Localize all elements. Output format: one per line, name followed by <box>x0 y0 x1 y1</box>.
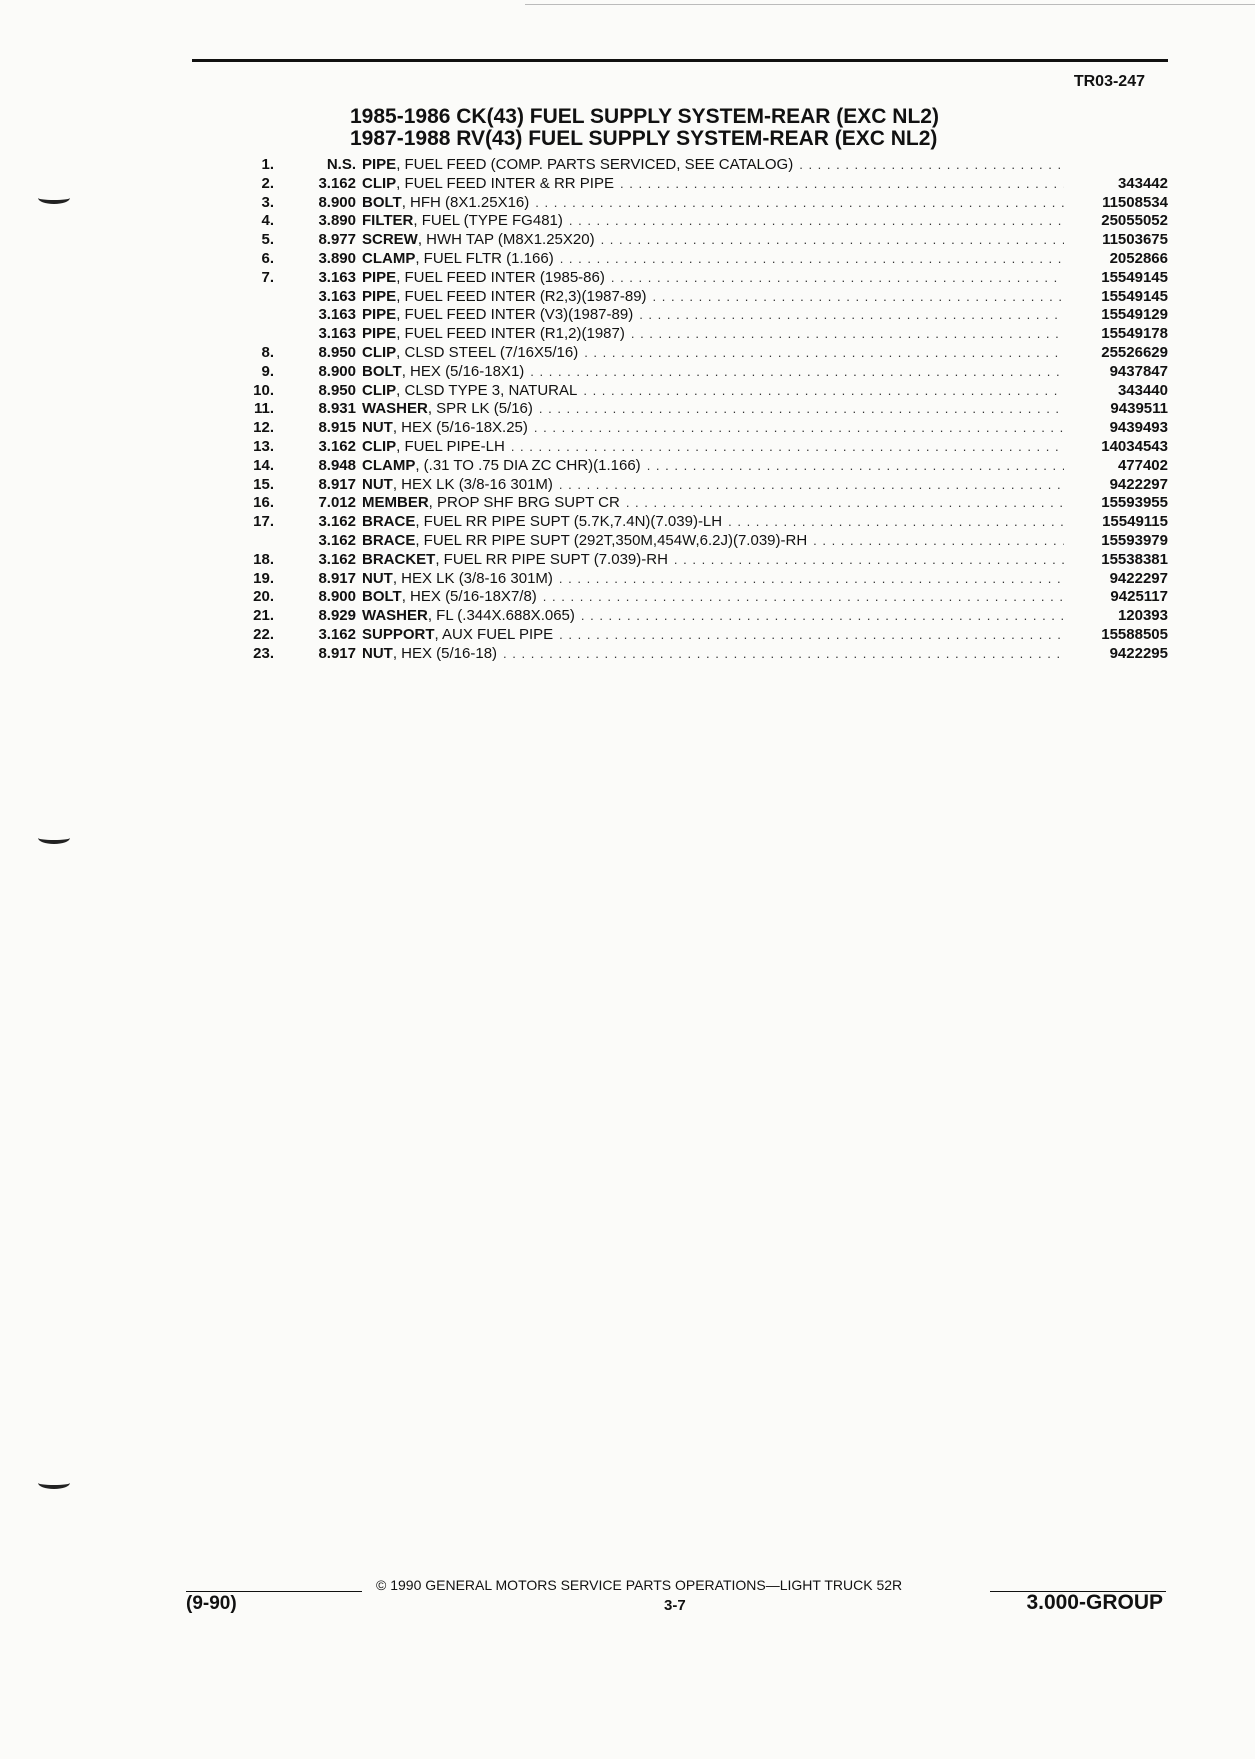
item-detail: , FUEL FEED INTER (R2,3)(1987-89) <box>396 287 647 305</box>
item-code: 8.977 <box>318 231 356 249</box>
punch-hole-mark <box>38 192 70 204</box>
parts-row <box>240 156 1168 175</box>
item-code: 3.890 <box>318 249 356 267</box>
item-detail: , FUEL FEED INTER (1985-86) <box>396 268 605 286</box>
part-number: 15549115 <box>1102 513 1168 531</box>
item-detail: , (.31 TO .75 DIA ZC CHR)(1.166) <box>415 456 641 474</box>
item-detail: , HFH (8X1.25X16) <box>401 193 530 211</box>
item-name: CLIP <box>362 174 397 192</box>
footer-rule-left <box>186 1591 362 1592</box>
item-detail: , FUEL FEED INTER (R1,2)(1987) <box>396 325 625 343</box>
item-name: BOLT <box>362 193 402 211</box>
item-description <box>362 175 1064 194</box>
part-number: 343442 <box>1117 174 1168 192</box>
item-number: 10. <box>253 381 274 399</box>
part-number: 15549129 <box>1101 306 1168 324</box>
item-name: SCREW <box>362 231 418 249</box>
item-name: CLIP <box>362 437 397 455</box>
item-number: 8. <box>261 343 274 361</box>
leader-dots <box>535 194 1064 213</box>
leader-dots <box>813 532 1064 551</box>
parts-row <box>240 532 1168 551</box>
footer-date: (9-90) <box>186 1593 237 1614</box>
item-detail: , CLSD STEEL (7/16X5/16) <box>396 343 579 361</box>
part-number: 477402 <box>1117 456 1168 474</box>
leader-dots <box>653 288 1064 307</box>
parts-row <box>240 645 1168 664</box>
item-number: 12. <box>253 419 274 437</box>
item-detail: , FUEL RR PIPE SUPT (5.7K,7.4N)(7.039)-LH <box>415 513 723 531</box>
item-detail: , FUEL (TYPE FG481) <box>413 212 563 230</box>
parts-row <box>240 588 1168 607</box>
item-number: 16. <box>253 494 274 512</box>
item-detail: , FUEL FEED INTER & RR PIPE <box>396 174 614 192</box>
item-number: 20. <box>253 588 274 606</box>
item-detail: , PROP SHF BRG SUPT CR <box>428 494 620 512</box>
item-detail: , HEX LK (3/8-16 301M) <box>392 475 553 493</box>
header-rule <box>192 59 1168 62</box>
item-number: 4. <box>261 212 274 230</box>
leader-dots <box>620 175 1064 194</box>
item-name: BRACE <box>362 513 416 531</box>
leader-dots <box>647 457 1064 476</box>
parts-row <box>240 250 1168 269</box>
item-detail: , HEX (5/16-18) <box>392 644 498 662</box>
item-code: 3.163 <box>318 325 356 343</box>
parts-row <box>240 476 1168 495</box>
item-number: 11. <box>253 400 274 418</box>
leader-dots <box>674 551 1064 570</box>
item-description <box>362 588 1064 607</box>
item-code: 8.950 <box>318 343 356 361</box>
item-name: CLAMP <box>362 249 416 267</box>
item-name: NUT <box>362 644 393 662</box>
part-number: 9422297 <box>1109 569 1168 587</box>
item-number: 1. <box>261 156 274 173</box>
item-detail: , FUEL FLTR (1.166) <box>415 249 554 267</box>
part-number: 9439493 <box>1109 419 1168 437</box>
parts-row <box>240 363 1168 382</box>
item-name: FILTER <box>362 212 414 230</box>
item-detail: , HEX (5/16-18X7/8) <box>401 588 537 606</box>
parts-row <box>240 325 1168 344</box>
item-detail: , FUEL PIPE-LH <box>396 437 505 455</box>
item-name: BOLT <box>362 362 402 380</box>
leader-dots <box>534 419 1064 438</box>
parts-row <box>240 306 1168 325</box>
item-name: PIPE <box>362 156 397 173</box>
part-number: 9425117 <box>1110 588 1168 606</box>
parts-row <box>240 269 1168 288</box>
item-name: WASHER <box>362 400 428 418</box>
part-number: 15538381 <box>1101 550 1168 568</box>
item-code: 3.163 <box>318 287 356 305</box>
item-detail: , CLSD TYPE 3, NATURAL <box>396 381 578 399</box>
item-description <box>362 645 1064 664</box>
leader-dots <box>539 400 1064 419</box>
item-code: 3.162 <box>318 437 356 455</box>
page-title <box>350 106 1050 150</box>
parts-row <box>240 626 1168 645</box>
leader-dots <box>631 325 1064 344</box>
item-description <box>362 419 1064 438</box>
item-code: 3.890 <box>318 212 356 230</box>
parts-row <box>240 513 1168 532</box>
item-code: 8.917 <box>318 475 356 493</box>
item-description <box>362 494 1064 513</box>
item-detail: , FUEL FEED (COMP. PARTS SERVICED, SEE CATALOG) <box>396 156 794 173</box>
item-name: WASHER <box>362 607 428 625</box>
part-number: 120393 <box>1117 607 1168 625</box>
parts-row <box>240 175 1168 194</box>
item-name: NUT <box>362 569 393 587</box>
part-number: 15549145 <box>1101 287 1168 305</box>
parts-row <box>240 400 1168 419</box>
item-detail: , HEX (5/16-18X1) <box>401 362 525 380</box>
item-detail: , AUX FUEL PIPE <box>434 625 554 643</box>
title-line-2: 1987-1988 RV(43) FUEL SUPPLY SYSTEM-REAR (EXC NL2) <box>350 127 938 150</box>
item-description <box>362 231 1064 250</box>
document-id: TR03-247 <box>1073 73 1145 90</box>
part-number: 9422295 <box>1109 644 1168 662</box>
footer-copyright: © 1990 GENERAL MOTORS SERVICE PARTS OPERATIONS—LIGHT TRUCK 52R <box>376 1577 903 1593</box>
title-line-1: 1985-1986 CK(43) FUEL SUPPLY SYSTEM-REAR (EXC NL2) <box>350 105 939 128</box>
part-number: 15588505 <box>1101 625 1168 643</box>
item-detail: , FUEL RR PIPE SUPT (292T,350M,454W,6.2J)(7.039)-RH <box>415 531 808 549</box>
item-detail: , FUEL RR PIPE SUPT (7.039)-RH <box>435 550 668 568</box>
item-description <box>362 325 1064 344</box>
item-code: 3.162 <box>318 550 356 568</box>
item-number: 13. <box>253 437 274 455</box>
leader-dots <box>626 494 1064 513</box>
item-code: 8.915 <box>318 419 356 437</box>
item-name: PIPE <box>362 287 397 305</box>
parts-row <box>240 194 1168 213</box>
leader-dots <box>559 476 1064 495</box>
item-name: NUT <box>362 475 393 493</box>
item-code: 8.917 <box>318 569 356 587</box>
parts-row <box>240 212 1168 231</box>
item-code: 3.163 <box>318 268 356 286</box>
leader-dots <box>559 570 1064 589</box>
leader-dots <box>530 363 1064 382</box>
punch-hole-mark <box>38 1477 70 1489</box>
item-number: 18. <box>253 550 274 568</box>
item-description <box>362 532 1064 551</box>
group-label: 3.000-GROUP <box>1026 1591 1163 1614</box>
item-detail: , HEX LK (3/8-16 301M) <box>392 569 553 587</box>
item-number: 2. <box>261 174 274 192</box>
part-number: 9437847 <box>1109 362 1168 380</box>
item-detail: , HWH TAP (M8X1.25X20) <box>417 231 595 249</box>
item-code: 8.917 <box>318 644 356 662</box>
leader-dots <box>511 438 1064 457</box>
part-number: 15593979 <box>1101 531 1168 549</box>
parts-row <box>240 288 1168 307</box>
parts-row <box>240 494 1168 513</box>
item-code: 8.948 <box>318 456 356 474</box>
item-description <box>362 288 1064 307</box>
part-number: 15549178 <box>1101 325 1168 343</box>
item-number: 9. <box>261 362 274 380</box>
item-code: 8.900 <box>318 588 356 606</box>
item-number: 21. <box>253 607 274 625</box>
parts-row <box>240 419 1168 438</box>
item-name: BRACKET <box>362 550 436 568</box>
item-name: PIPE <box>362 268 397 286</box>
item-code: 3.162 <box>318 174 356 192</box>
item-number: 3. <box>261 193 274 211</box>
item-number: 5. <box>261 231 274 249</box>
item-detail: , FL (.344X.688X.065) <box>427 607 575 625</box>
part-number: 2052866 <box>1109 249 1168 267</box>
item-code: N.S. <box>326 156 356 173</box>
item-description <box>362 194 1064 213</box>
leader-dots <box>560 250 1064 269</box>
item-code: 3.162 <box>318 513 356 531</box>
item-description <box>362 382 1064 401</box>
item-code: 3.163 <box>318 306 356 324</box>
leader-dots <box>728 513 1064 532</box>
punch-hole-mark <box>38 832 70 844</box>
item-description <box>362 306 1064 325</box>
item-name: BOLT <box>362 588 402 606</box>
item-code: 8.950 <box>318 381 356 399</box>
item-name: CLIP <box>362 343 397 361</box>
part-number: 343440 <box>1117 381 1168 399</box>
parts-row <box>240 231 1168 250</box>
item-number: 7. <box>261 268 274 286</box>
item-description <box>362 344 1064 363</box>
item-description <box>362 457 1064 476</box>
item-description <box>362 212 1064 231</box>
item-description <box>362 607 1064 626</box>
parts-row <box>240 344 1168 363</box>
top-edge-line <box>525 4 1255 5</box>
item-description <box>362 570 1064 589</box>
item-description <box>362 400 1064 419</box>
item-description <box>362 269 1064 288</box>
item-name: PIPE <box>362 306 397 324</box>
leader-dots <box>543 588 1064 607</box>
page-number: 3-7 <box>664 1597 686 1614</box>
item-number: 6. <box>261 249 274 267</box>
parts-list <box>240 156 1168 664</box>
item-name: SUPPORT <box>362 625 435 643</box>
leader-dots <box>584 344 1064 363</box>
item-number: 17. <box>253 513 274 531</box>
parts-row <box>240 382 1168 401</box>
part-number: 9439511 <box>1110 400 1168 418</box>
item-detail: , FUEL FEED INTER (V3)(1987-89) <box>396 306 634 324</box>
item-code: 8.900 <box>318 193 356 211</box>
item-code: 8.900 <box>318 362 356 380</box>
part-number: 25055052 <box>1101 212 1168 230</box>
item-code: 3.162 <box>318 625 356 643</box>
part-number: 14034543 <box>1101 437 1168 455</box>
item-number: 22. <box>253 625 274 643</box>
item-name: MEMBER <box>362 494 429 512</box>
part-number: 11508534 <box>1102 193 1168 211</box>
leader-dots <box>581 607 1064 626</box>
item-name: NUT <box>362 419 393 437</box>
item-description <box>362 250 1064 269</box>
item-number: 14. <box>253 456 274 474</box>
leader-dots <box>569 212 1064 231</box>
parts-row <box>240 438 1168 457</box>
item-code: 8.931 <box>318 400 356 418</box>
leader-dots <box>559 626 1064 645</box>
item-description <box>362 438 1064 457</box>
parts-row <box>240 607 1168 626</box>
item-description <box>362 551 1064 570</box>
part-number: 9422297 <box>1109 475 1168 493</box>
item-code: 8.929 <box>318 607 356 625</box>
item-number: 19. <box>253 569 274 587</box>
leader-dots <box>601 231 1064 250</box>
item-description <box>362 513 1064 532</box>
item-detail: , SPR LK (5/16) <box>427 400 533 418</box>
item-detail: , HEX (5/16-18X.25) <box>392 419 528 437</box>
parts-row <box>240 570 1168 589</box>
leader-dots <box>503 645 1064 664</box>
item-description <box>362 476 1064 495</box>
item-name: CLAMP <box>362 456 416 474</box>
part-number: 15549145 <box>1101 268 1168 286</box>
item-description <box>362 626 1064 645</box>
item-name: PIPE <box>362 325 397 343</box>
leader-dots <box>583 382 1064 401</box>
part-number: 15593955 <box>1101 494 1168 512</box>
item-code: 3.162 <box>318 531 356 549</box>
part-number: 11503675 <box>1102 231 1168 249</box>
item-name: CLIP <box>362 381 397 399</box>
part-number: 25526629 <box>1101 343 1168 361</box>
leader-dots <box>611 269 1064 288</box>
item-code: 7.012 <box>318 494 356 512</box>
item-number: 23. <box>253 644 274 662</box>
item-description <box>362 363 1064 382</box>
item-name: BRACE <box>362 531 416 549</box>
item-description <box>362 156 1064 175</box>
parts-row <box>240 457 1168 476</box>
parts-row <box>240 551 1168 570</box>
item-number: 15. <box>253 475 274 493</box>
leader-dots <box>799 156 1064 175</box>
leader-dots <box>639 306 1064 325</box>
